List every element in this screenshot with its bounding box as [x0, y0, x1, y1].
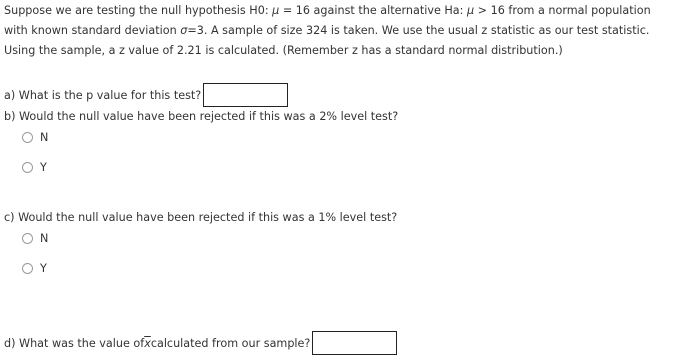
question-d [4, 331, 397, 355]
intro-line-1 [4, 1, 680, 21]
question-a-label: a) What is the p value for this test? [4, 88, 202, 102]
question-c-label: c) Would the null value have been rejected if this was a 1% level test? [4, 210, 398, 224]
question-b-option-y[interactable] [22, 161, 47, 174]
mu-symbol: μ [272, 4, 280, 17]
question-d-label-b: calculated from our sample? [150, 336, 311, 350]
intro-line-1-part-b: = 16 against the alternative Ha: [279, 4, 467, 17]
x-bar-input[interactable] [312, 331, 397, 355]
intro-line-2 [4, 21, 680, 41]
radio-button-icon[interactable] [22, 233, 33, 244]
p-value-input[interactable] [203, 83, 288, 107]
radio-button-icon[interactable] [22, 263, 33, 274]
question-b-option-n[interactable] [22, 131, 48, 144]
option-label: N [40, 131, 49, 144]
intro-line-2-part-a: with known standard deviation [4, 24, 181, 37]
option-label: Y [40, 262, 47, 275]
radio-button-icon[interactable] [22, 162, 33, 173]
intro-line-1-part-c: > 16 from a normal population [474, 4, 651, 17]
sigma-symbol: σ [180, 24, 188, 37]
problem-statement [4, 1, 680, 61]
intro-line-3: Using the sample, a z value of 2.21 is calculated. (Remember z has a standard normal distribution.) [4, 44, 563, 57]
radio-button-icon[interactable] [22, 132, 33, 143]
intro-line-1-part-a: Suppose we are testing the null hypothesis H0: [4, 4, 273, 17]
mu-symbol: μ [467, 4, 475, 17]
question-b-label: b) Would the null value have been rejected if this was a 2% level test? [4, 109, 399, 123]
question-c-option-n[interactable] [22, 232, 48, 245]
question-d-label-a: d) What was the value of [4, 336, 145, 350]
option-label: Y [40, 161, 47, 174]
intro-line-2-part-b: =3. A sample of size 324 is taken. We use the usual z statistic as our test statistic. [187, 24, 650, 37]
x-bar-symbol: $\overline{x}$ [144, 336, 151, 350]
question-c-option-y[interactable] [22, 262, 47, 275]
option-label: N [40, 232, 49, 245]
question-a [4, 83, 288, 107]
